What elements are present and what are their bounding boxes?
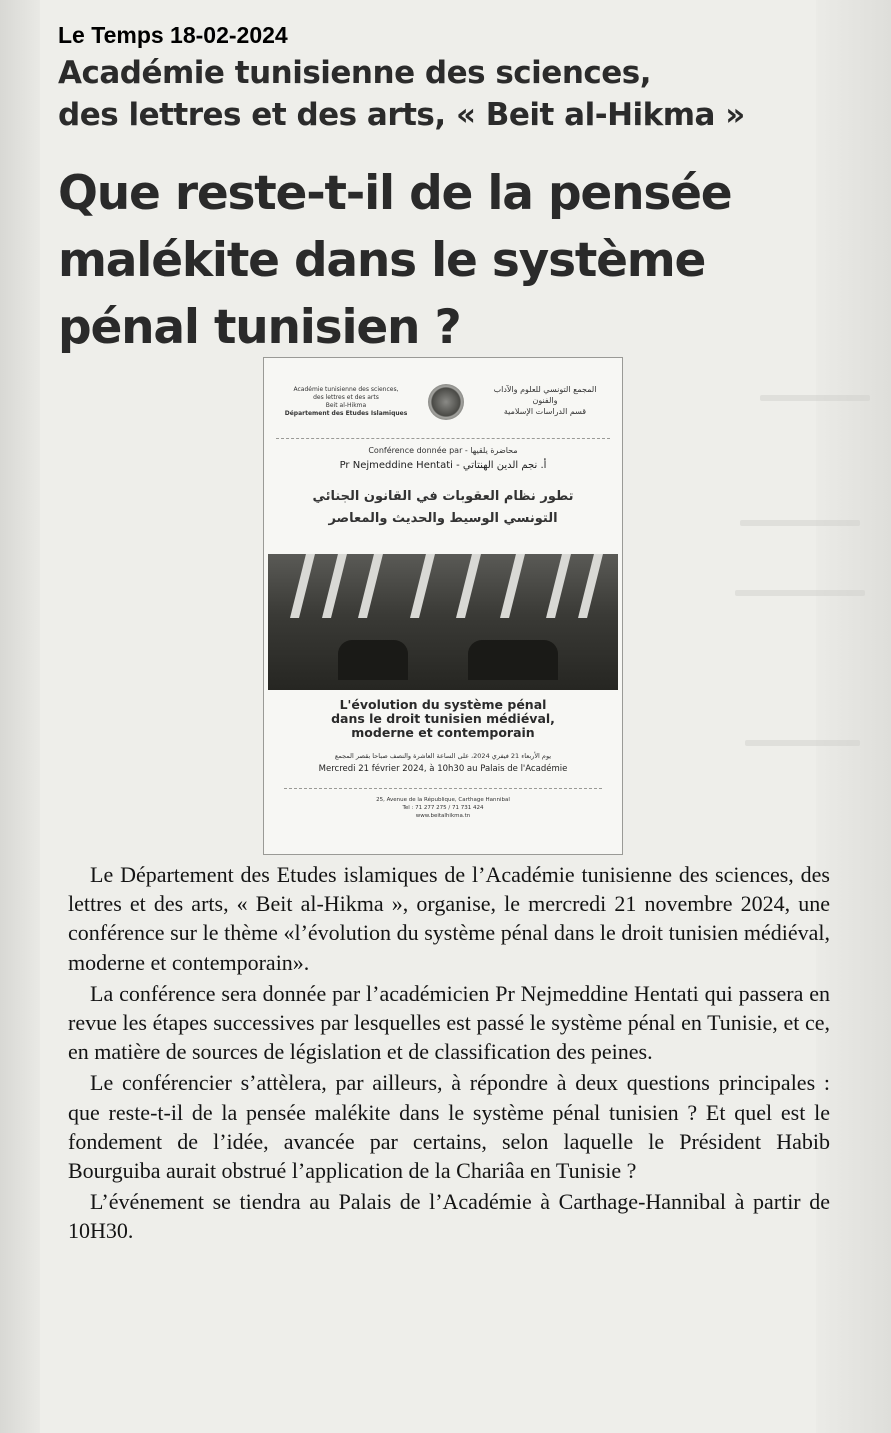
poster-header-french: Académie tunisienne des sciences, des lettres et des arts Beit al-Hikma Département des Etudes Islamiques [284, 386, 408, 417]
poster-address: 25, Avenue de la République, Carthage Hannibal Tel : 71 277 275 / 71 731 424 www.beitalhikma.tn [376, 797, 510, 819]
poster-speaker: Pr Nejmeddine Hentati - أ. نجم الدين الهنتاتي [339, 460, 547, 471]
newspaper-source-date: Le Temps 18-02-2024 [58, 22, 288, 48]
poster-header-arabic: المجمع التونسي للعلوم والآداب والفنون قسم الدراسات الإسلامية [493, 385, 597, 416]
article-paragraph: L’événement se tiendra au Palais de l’Académie à Carthage-Hannibal à partir de 10H30. [68, 1189, 830, 1244]
poster-divider [284, 788, 602, 789]
headline-line: Que reste-t-il de la pensée [58, 166, 732, 221]
poster-divider [276, 438, 610, 439]
conference-poster [263, 357, 623, 855]
article-kicker [58, 52, 848, 136]
poster-date-arabic: يوم الأربعاء 21 فيفري 2024، على الساعة العاشرة والنصف صباحا بقصر المجمع [334, 752, 552, 760]
bleed-through [760, 395, 870, 401]
poster-title-arabic: تطور نظام العقوبات في القانون الجنائي التونسي الوسيط والحديث والمعاصر [312, 489, 574, 526]
article-headline [58, 160, 858, 361]
article-paragraph: La conférence sera donnée par l’académicien Pr Nejmeddine Hentati qui passera en revue les étapes successives par lesquelles est passé le système pénal en Tunisie, et ce, en matière de sources de législation et de classification des peines. [68, 980, 830, 1065]
kicker-line: des lettres et des arts, « Beit al-Hikma » [58, 97, 745, 133]
poster-given-by: Conférence donnée par - محاضرة يلقيها [368, 446, 518, 455]
headline-line: pénal tunisien ? [58, 300, 461, 355]
bleed-through [745, 740, 860, 746]
adjacent-page-edge-left [0, 0, 40, 1433]
article-paragraph: Le conférencier s’attèlera, par ailleurs, à répondre à deux questions principales : que reste-t-il de la pensée malékite dans le système pénal tunisien ? Et quel est le fondement de l’idée, avancée par certains, selon laquelle le Président Habib Bourguiba aurait obstrué l’application de la Chariâa en Tunisie ? [68, 1070, 830, 1184]
headline-line: malékite dans le système [58, 233, 706, 288]
article-body [68, 860, 830, 1248]
poster-date-french: Mercredi 21 février 2024, à 10h30 au Palais de l'Académie [318, 764, 568, 774]
poster-title-french: L'évolution du système pénal dans le droit tunisien médiéval, moderne et contemporain [331, 697, 555, 740]
kicker-line: Académie tunisienne des sciences, [58, 55, 652, 91]
bleed-through [740, 520, 860, 526]
article-paragraph: Le Département des Etudes islamiques de l’Académie tunisienne des sciences, des lettres et des arts, « Beit al-Hikma », organise, le mercredi 21 novembre 2024, une conférence sur le thème «l’évolution du système pénal dans le droit tunisien médiéval, moderne et contemporain». [68, 862, 830, 975]
academy-seal-icon [428, 384, 464, 420]
bleed-through [735, 590, 865, 596]
poster-photo [268, 554, 618, 690]
